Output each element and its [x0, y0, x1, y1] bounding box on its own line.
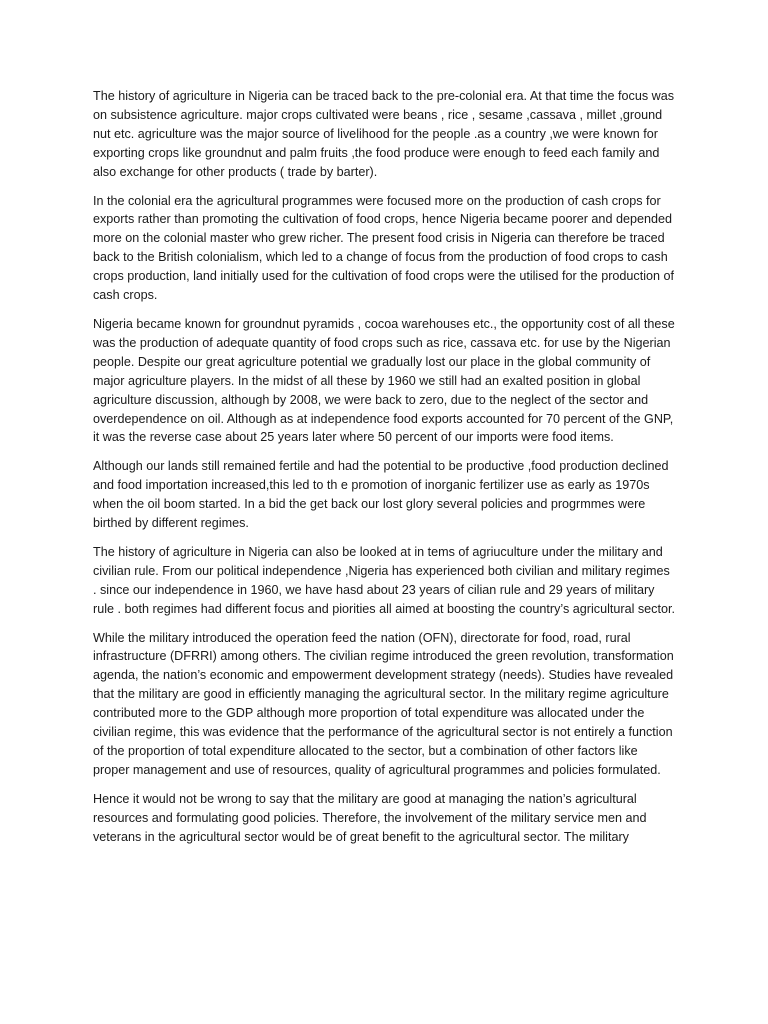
- document-page: [93, 87, 675, 847]
- paragraph-conclusion: Hence it would not be wrong to say that the military are good at managing the nation’s agricultural resources and formulating good policies. Therefore, the involvement of the military service men and veterans in the agricultural sector would be of great benefit to the agricultural sector. The military: [93, 791, 647, 844]
- paragraph-programmes: While the military introduced the operation feed the nation (OFN), directorate for food, road, rural infrastructure (DFRRI) among others. The civilian regime introduced the green revolution, transformation agenda, the nation’s economic and empowerment development strategy (needs). Studies have revealed that the military are good in efficiently managing the agricultural sector. In the military regime agriculture contributed more to the GDP although more proportion of total expenditure was allocated under the civilian regime, this was evidence that the performance of the agricultural sector is not entirely a function of the proportion of total expenditure allocated to the sector, but a combination of other factors like proper management and use of resources, quality of agricultural programmes and policies formulated.: [93, 630, 674, 777]
- paragraph-precolonial: The history of agriculture in Nigeria can be traced back to the pre-colonial era. At that time the focus was on subsistence agriculture. major crops cultivated were beans , rice , sesame ,cassava , millet ,ground nut etc. agriculture was the major source of livelihood for the people .as a country ,we were known for exporting crops like groundnut and palm fruits ,the food produce were enough to feed each family and also exchange for other products ( trade by barter).: [93, 89, 675, 179]
- paragraph-groundnut-pyramids: Nigeria became known for groundnut pyramids , cocoa warehouses etc., the opportunity cost of all these was the production of adequate quantity of food crops such as rice, cassava etc. for use by the Nigerian people. Despite our great agriculture potential we gradually lost our place in the global community of major agriculture players. In the midst of all these by 1960 we still had an exalted position in global agriculture discussion, although by 2008, we were back to zero, due to the neglect of the sector and overdependence on oil. Although as at independence food exports accounted for 70 percent of the GNP, it was the reverse case about 25 years later where 50 percent of our imports were food items.: [93, 316, 675, 445]
- paragraph-military-civilian-rule: The history of agriculture in Nigeria can also be looked at in tems of agriuculture under the military and civilian rule. From our political independence ,Nigeria has experienced both civilian and military regimes . since our independence in 1960, we have hasd about 23 years of cilian rule and 29 years of military rule . both regimes had different focus and piorities all aimed at boosting the country’s agricultural sector.: [93, 544, 675, 616]
- paragraph-food-production-decline: Although our lands still remained fertile and had the potential to be productive ,food production declined and food importation increased,this led to th e promotion of inorganic fertilizer use as early as 1970s when the oil boom started. In a bid the get back our lost glory several policies and progrmmes were birthed by different regimes.: [93, 459, 669, 531]
- paragraph-colonial-era: In the colonial era the agricultural programmes were focused more on the production of cash crops for exports rather than promoting the cultivation of food crops, hence Nigeria became poorer and depended more on the colonial master who grew richer. The present food crisis in Nigeria can therefore be traced back to the British colonialism, which led to a change of focus from the production of food crops to cash crops production, land initially used for the cultivation of food crops were the utilised for the production of cash crops.: [93, 193, 675, 303]
